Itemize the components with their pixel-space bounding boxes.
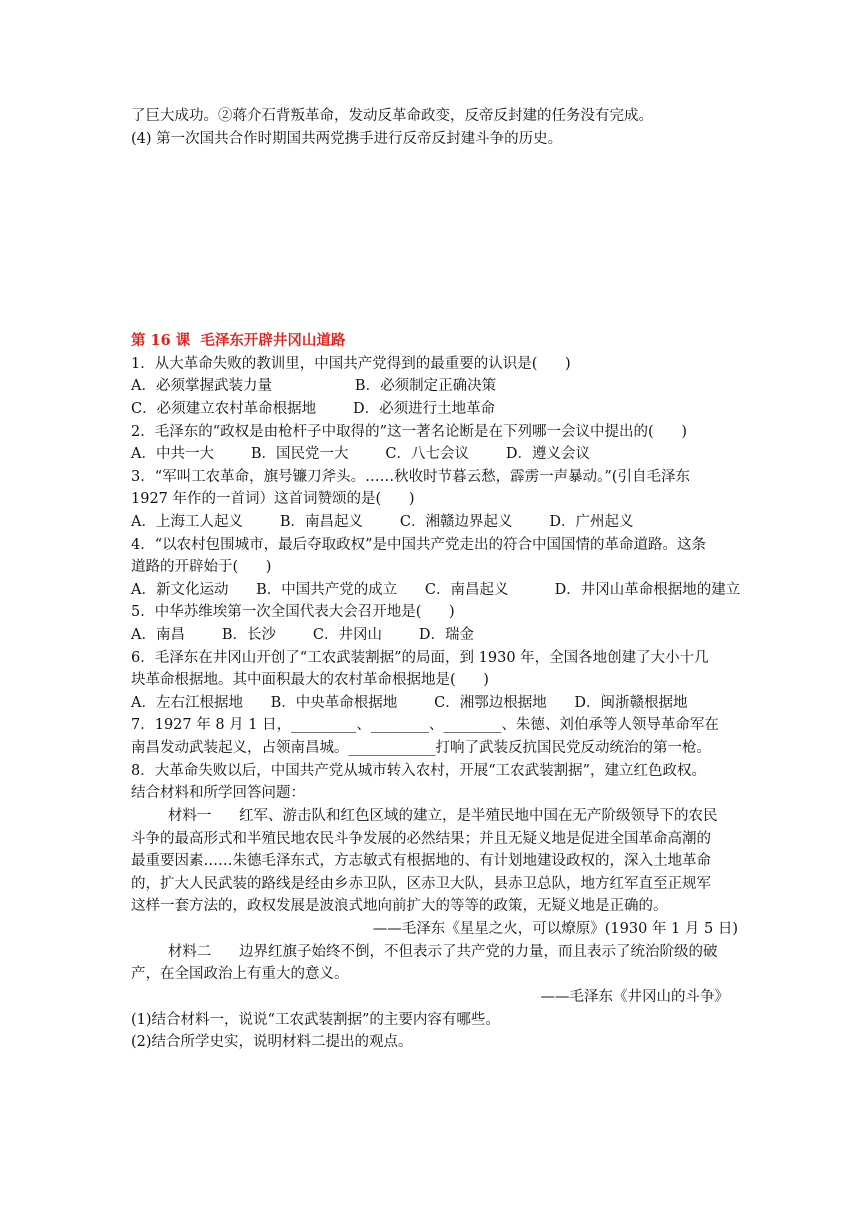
- material-source: ——毛泽东《星星之火，可以燎原》(1930 年 1 月 5 日): [372, 921, 738, 937]
- material-line: 产，在全国政治上有重大的意义。: [131, 966, 349, 982]
- option-line: C．必须建立农村革命根据地 D．必须进行土地革命: [131, 401, 496, 417]
- material-source: ——毛泽东《井冈山的斗争》: [540, 989, 729, 1005]
- text-line: 了巨大成功。②蒋介石背叛革命，发动反革命政变，反帝反封建的任务没有完成。: [131, 108, 653, 124]
- lesson-title: 第 16 课 毛泽东开辟井冈山道路: [131, 332, 346, 349]
- material-line: 材料一 红军、游击队和红色区域的建立，是半殖民地中国在无产阶级领导下的农民: [131, 808, 718, 824]
- question-line: 道路的开辟始于( ): [131, 559, 272, 575]
- option-line: A．中共一大 B．国民党一大 C．八七会议 D．遵义会议: [131, 446, 590, 462]
- option-line: A．新文化运动 B．中国共产党的成立 C．南昌起义 D．井冈山革命根据地的建立: [131, 582, 741, 598]
- question-line: 6．毛泽东在井冈山开创了“工农武装割据”的局面，到 1930 年，全国各地创建了大小十几: [131, 650, 709, 666]
- material-line: 斗争的最高形式和半殖民地农民斗争发展的必然结果；并且无疑义地是促进全国革命高潮的: [131, 831, 711, 847]
- text-line: (4) 第一次国共合作时期国共两党携手进行反帝反封建斗争的历史。: [131, 131, 563, 147]
- question-line: 结合材料和所学回答问题：: [131, 785, 305, 801]
- material-line: 这样一套方法的，政权发展是波浪式地向前扩大的等等的政策，无疑义地是正确的。: [131, 898, 668, 914]
- sub-question: (1)结合材料一，说说“工农武装割据”的主要内容有哪些。: [131, 1012, 500, 1028]
- option-line: A．必须掌握武装力量 B．必须制定正确决策: [131, 378, 497, 394]
- question-line: 5．中华苏维埃第一次全国代表大会召开地是( ): [131, 604, 455, 620]
- question-line: 3．“军叫工农革命，旗号镰刀斧头。……秋收时节暮云愁，霹雳一声暴动。”(引自毛泽东: [131, 469, 690, 485]
- question-line: 1927 年作的一首词）这首词赞颂的是( ): [131, 491, 415, 507]
- material-line: 最重要因素……朱德毛泽东式，方志敏式有根据地的、有计划地建设政权的，深入土地革命: [131, 853, 711, 869]
- material-line: 材料二 边界红旗子始终不倒，不但表示了共产党的力量，而且表示了统治阶级的破: [131, 944, 718, 960]
- question-line: 2．毛泽东的“政权是由枪杆子中取得的”这一著名论断是在下列哪一会议中提出的( ): [131, 424, 688, 440]
- material-line: 的，扩大人民武装的路线是经由乡赤卫队，区赤卫大队，县赤卫总队，地方红军直至正规军: [131, 876, 711, 892]
- option-line: A．左右江根据地 B．中央革命根据地 C．湘鄂边根据地 D．闽浙赣根据地: [131, 695, 688, 711]
- question-line: 1．从大革命失败的教训里，中国共产党得到的最重要的认识是( ): [131, 356, 571, 372]
- option-line: A．上海工人起义 B．南昌起义 C．湘赣边界起义 D．广州起义: [131, 514, 634, 530]
- option-line: A．南昌 B．长沙 C．井冈山 D．瑞金: [131, 627, 474, 643]
- question-line: 8．大革命失败以后，中国共产党从城市转入农村，开展“工农武装割据”，建立红色政权。: [131, 763, 707, 779]
- question-line: 块革命根据地。其中面积最大的农村革命根据地是( ): [131, 672, 489, 688]
- question-line: 南昌发动武装起义，占领南昌城。____________打响了武装反抗国民党反动统治的第一枪。: [131, 740, 711, 756]
- question-line: 7．1927 年 8 月 1 日，_________、________、________、朱德、刘伯承等人领导革命军在: [131, 717, 719, 733]
- question-line: 4．“以农村包围城市，最后夺取政权”是中国共产党走出的符合中国国情的革命道路。这条: [131, 537, 707, 553]
- sub-question: (2)结合所学史实，说明材料二提出的观点。: [131, 1034, 413, 1050]
